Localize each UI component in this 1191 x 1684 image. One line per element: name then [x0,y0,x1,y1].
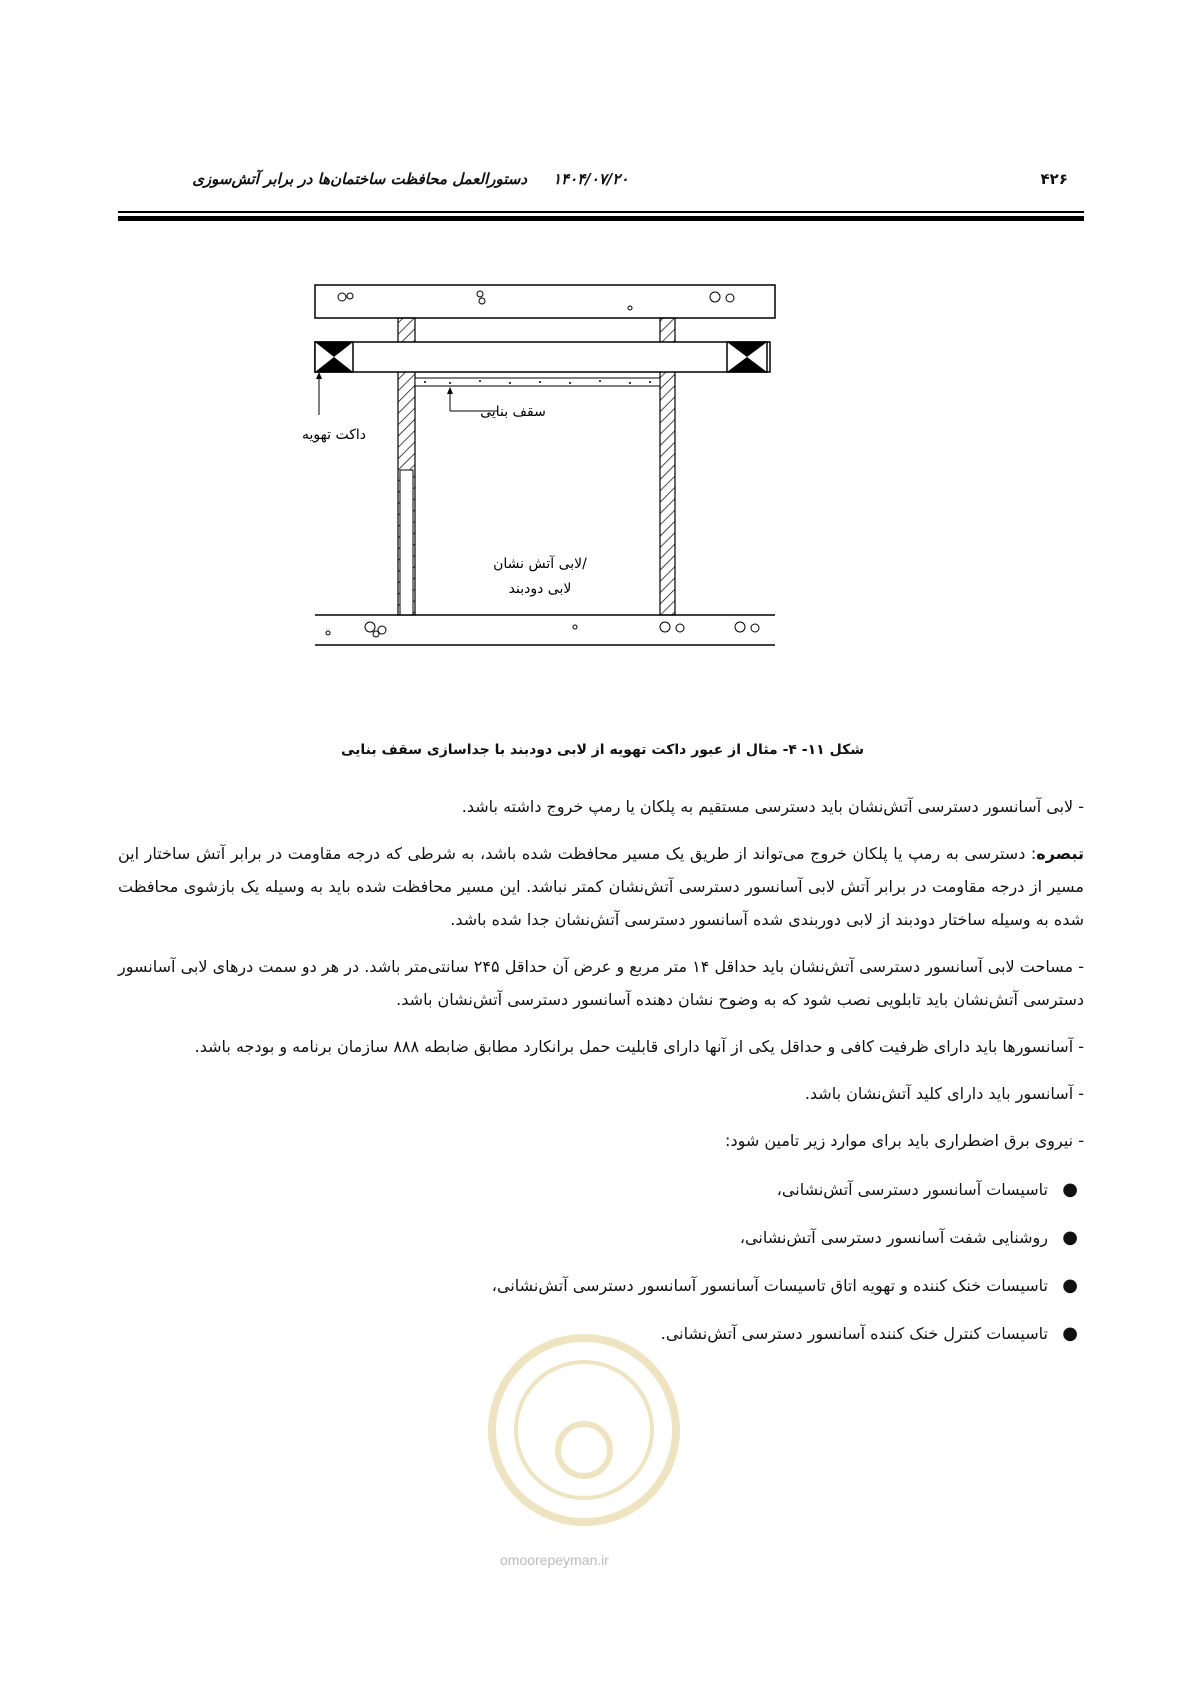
bullet-icon: ● [1062,1179,1078,1200]
paragraph-note [118,837,1084,936]
list-item: ● تاسیسات کنترل خنک کننده آسانسور دسترسی آتش‌نشانی. [118,1319,1048,1349]
list-item: ● تاسیسات آسانسور دسترسی آتش‌نشانی، [118,1175,1048,1205]
paragraph-emergency-power: - نیروی برق اضطراری باید برای موارد زیر تامین شود: [725,1131,1084,1150]
header-rule-thin [118,211,1084,213]
ventilation-duct [315,342,770,372]
page-header [128,170,1084,198]
watermark-site: omoorepeyman.ir [500,1552,609,1568]
paragraph-fire-key: - آسانسور باید دارای کلید آتش‌نشان باشد. [804,1084,1084,1103]
body-text [118,790,1084,1367]
aggregate-top [338,291,734,310]
figure-diagram [302,300,850,710]
lobby-section-diagram [302,300,850,710]
duct-end-left [315,342,353,372]
duct-end-right [727,342,767,372]
left-wall-door [400,470,413,615]
page-number: ۴۲۶ [1040,170,1068,188]
list-item: ● روشنایی شفت آسانسور دسترسی آتش‌نشانی، [118,1223,1048,1253]
note-text: : دسترسی به رمپ یا پلکان خروج می‌تواند از طریق یک مسیر محافظت شده باشد، به شرطی که درجه مقاومت در برابر آتش ساختار این مسیر از درجه مقاومت در برابر آتش لابی آسانسور دسترسی آتش‌نشان کمتر نباشد. این مسیر محافظت شده باید به وسیله یک بازشوی محافظت شده به وسیله ساختار دودبند از لابی دوربندی شده آسانسور دسترسی آتش‌نشان جدا شده باشد. [118,844,1084,929]
list-item: ● تاسیسات خنک کننده و تهویه اتاق تاسیسات آسانسور آسانسور دسترسی آتش‌نشانی، [118,1271,1048,1301]
label-ceiling: سقف بنایی [480,404,546,420]
paragraph-direct-access: - لابی آسانسور دسترسی آتش‌نشان باید دسترسی مستقیم به پلکان یا رمپ خروج داشته باشد. [461,797,1084,816]
emergency-power-list [118,1175,1084,1349]
bullet-icon: ● [1062,1227,1078,1248]
bullet-icon: ● [1062,1323,1078,1344]
top-slab [315,285,775,318]
note-label: تبصره [1036,844,1084,863]
label-lobby-line1: لابی آتش نشان/ [493,556,587,572]
header-title: دستورالعمل محافظت ساختمان‌ها در برابر آتش‌سوزی [192,170,527,188]
masonry-ceiling [415,378,660,386]
label-lobby-line2: لابی دودبند [508,581,572,597]
label-duct: داکت تهویه [302,427,366,443]
header-rule-thick [118,216,1084,221]
bullet-icon: ● [1062,1275,1078,1296]
ceiling-arrow [447,387,453,394]
watermark-logo [484,1330,684,1540]
paragraph-capacity: - آسانسورها باید دارای ظرفیت کافی و حداقل یکی از آنها دارای قابلیت حمل برانکارد مطابق ضابطه ۸۸۸ سازمان برنامه و بودجه باشد. [194,1037,1084,1056]
header-date: ۱۴۰۴/۰۷/۲۰ [553,170,629,188]
figure-caption: شکل ۱۱- ۴- مثال از عبور داکت تهویه از لابی دودبند با جداسازی سقف بنایی [340,742,864,758]
aggregate-bottom [326,622,759,637]
duct-arrow [316,372,322,379]
paragraph-lobby-area: - مساحت لابی آسانسور دسترسی آتش‌نشان باید حداقل ۱۴ متر مربع و عرض آن حداقل ۲۴۵ سانتی‌متر باشد. در هر دو سمت درهای لابی آسانسور دسترسی آتش‌نشان باید تابلویی نصب شود که به وضوح نشان دهنده آسانسور دسترسی آتش‌نشان باشد. [118,957,1085,1009]
